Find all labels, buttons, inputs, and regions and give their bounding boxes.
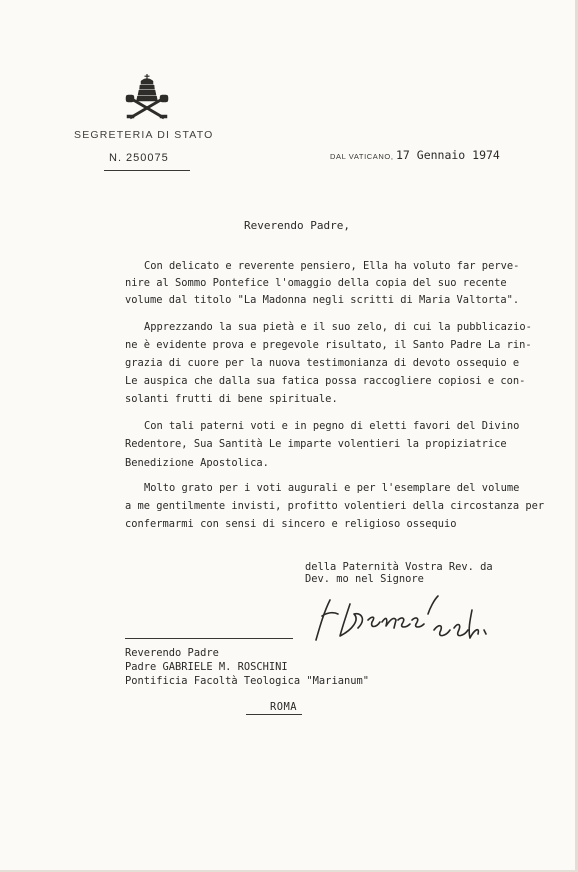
protocol-number: N. 250075	[109, 152, 169, 164]
salutation: Reverendo Padre,	[244, 219, 350, 232]
protocol-underline	[104, 170, 190, 171]
signature	[312, 590, 502, 650]
body-line: confermarmi con sensi di sincero e religioso ossequio	[125, 518, 457, 530]
address-line: Pontificia Facoltà Teologica "Marianum"	[125, 675, 369, 687]
body-line: Con tali paterni voti e in pegno di eletti favori del Divino	[144, 420, 520, 432]
letter-date: 17 Gennaio 1974	[396, 148, 500, 162]
body-line: solanti frutti di bene spirituale.	[125, 393, 338, 405]
body-line: volume dal titolo "La Madonna negli scritti di Maria Valtorta".	[125, 294, 520, 306]
body-line: Apprezzando la sua pietà e il suo zelo, di cui la pubblicazio-	[144, 321, 532, 333]
place-label: DAL VATICANO,	[330, 152, 394, 161]
body-line: a me gentilmente invisti, profitto volentieri della circostanza per	[125, 500, 545, 512]
body-line: Benedizione Apostolica.	[125, 457, 269, 469]
city-underline	[246, 714, 302, 715]
body-line: Con delicato e reverente pensiero, Ella ha voluto far perve-	[144, 260, 520, 272]
closing-line: della Paternità Vostra Rev. da	[305, 561, 493, 573]
address-line: Padre GABRIELE M. ROSCHINI	[125, 661, 288, 673]
address-city: ROMA	[270, 701, 298, 713]
papal-crest-icon	[124, 74, 170, 122]
body-line: ne è evidente prova e pregevole risultato, il Santo Padre La rin-	[125, 339, 532, 351]
body-line: grazia di cuore per la nuova testimonianza di devoto ossequio e	[125, 357, 520, 369]
body-line: Le auspica che dalla sua fatica possa raccogliere copiosi e con-	[125, 375, 526, 387]
body-line: Molto grato per i voti augurali e per l'esemplare del volume	[144, 482, 520, 494]
address-rule	[125, 638, 293, 639]
body-line: Redentore, Sua Santità Le imparte volentieri la propiziatrice	[125, 438, 507, 450]
body-line: nire al Sommo Pontefice l'omaggio della copia del suo recente	[125, 277, 507, 289]
closing-line: Dev. mo nel Signore	[305, 573, 424, 585]
office-name: SEGRETERIA DI STATO	[74, 129, 214, 141]
address-line: Reverendo Padre	[125, 647, 219, 659]
